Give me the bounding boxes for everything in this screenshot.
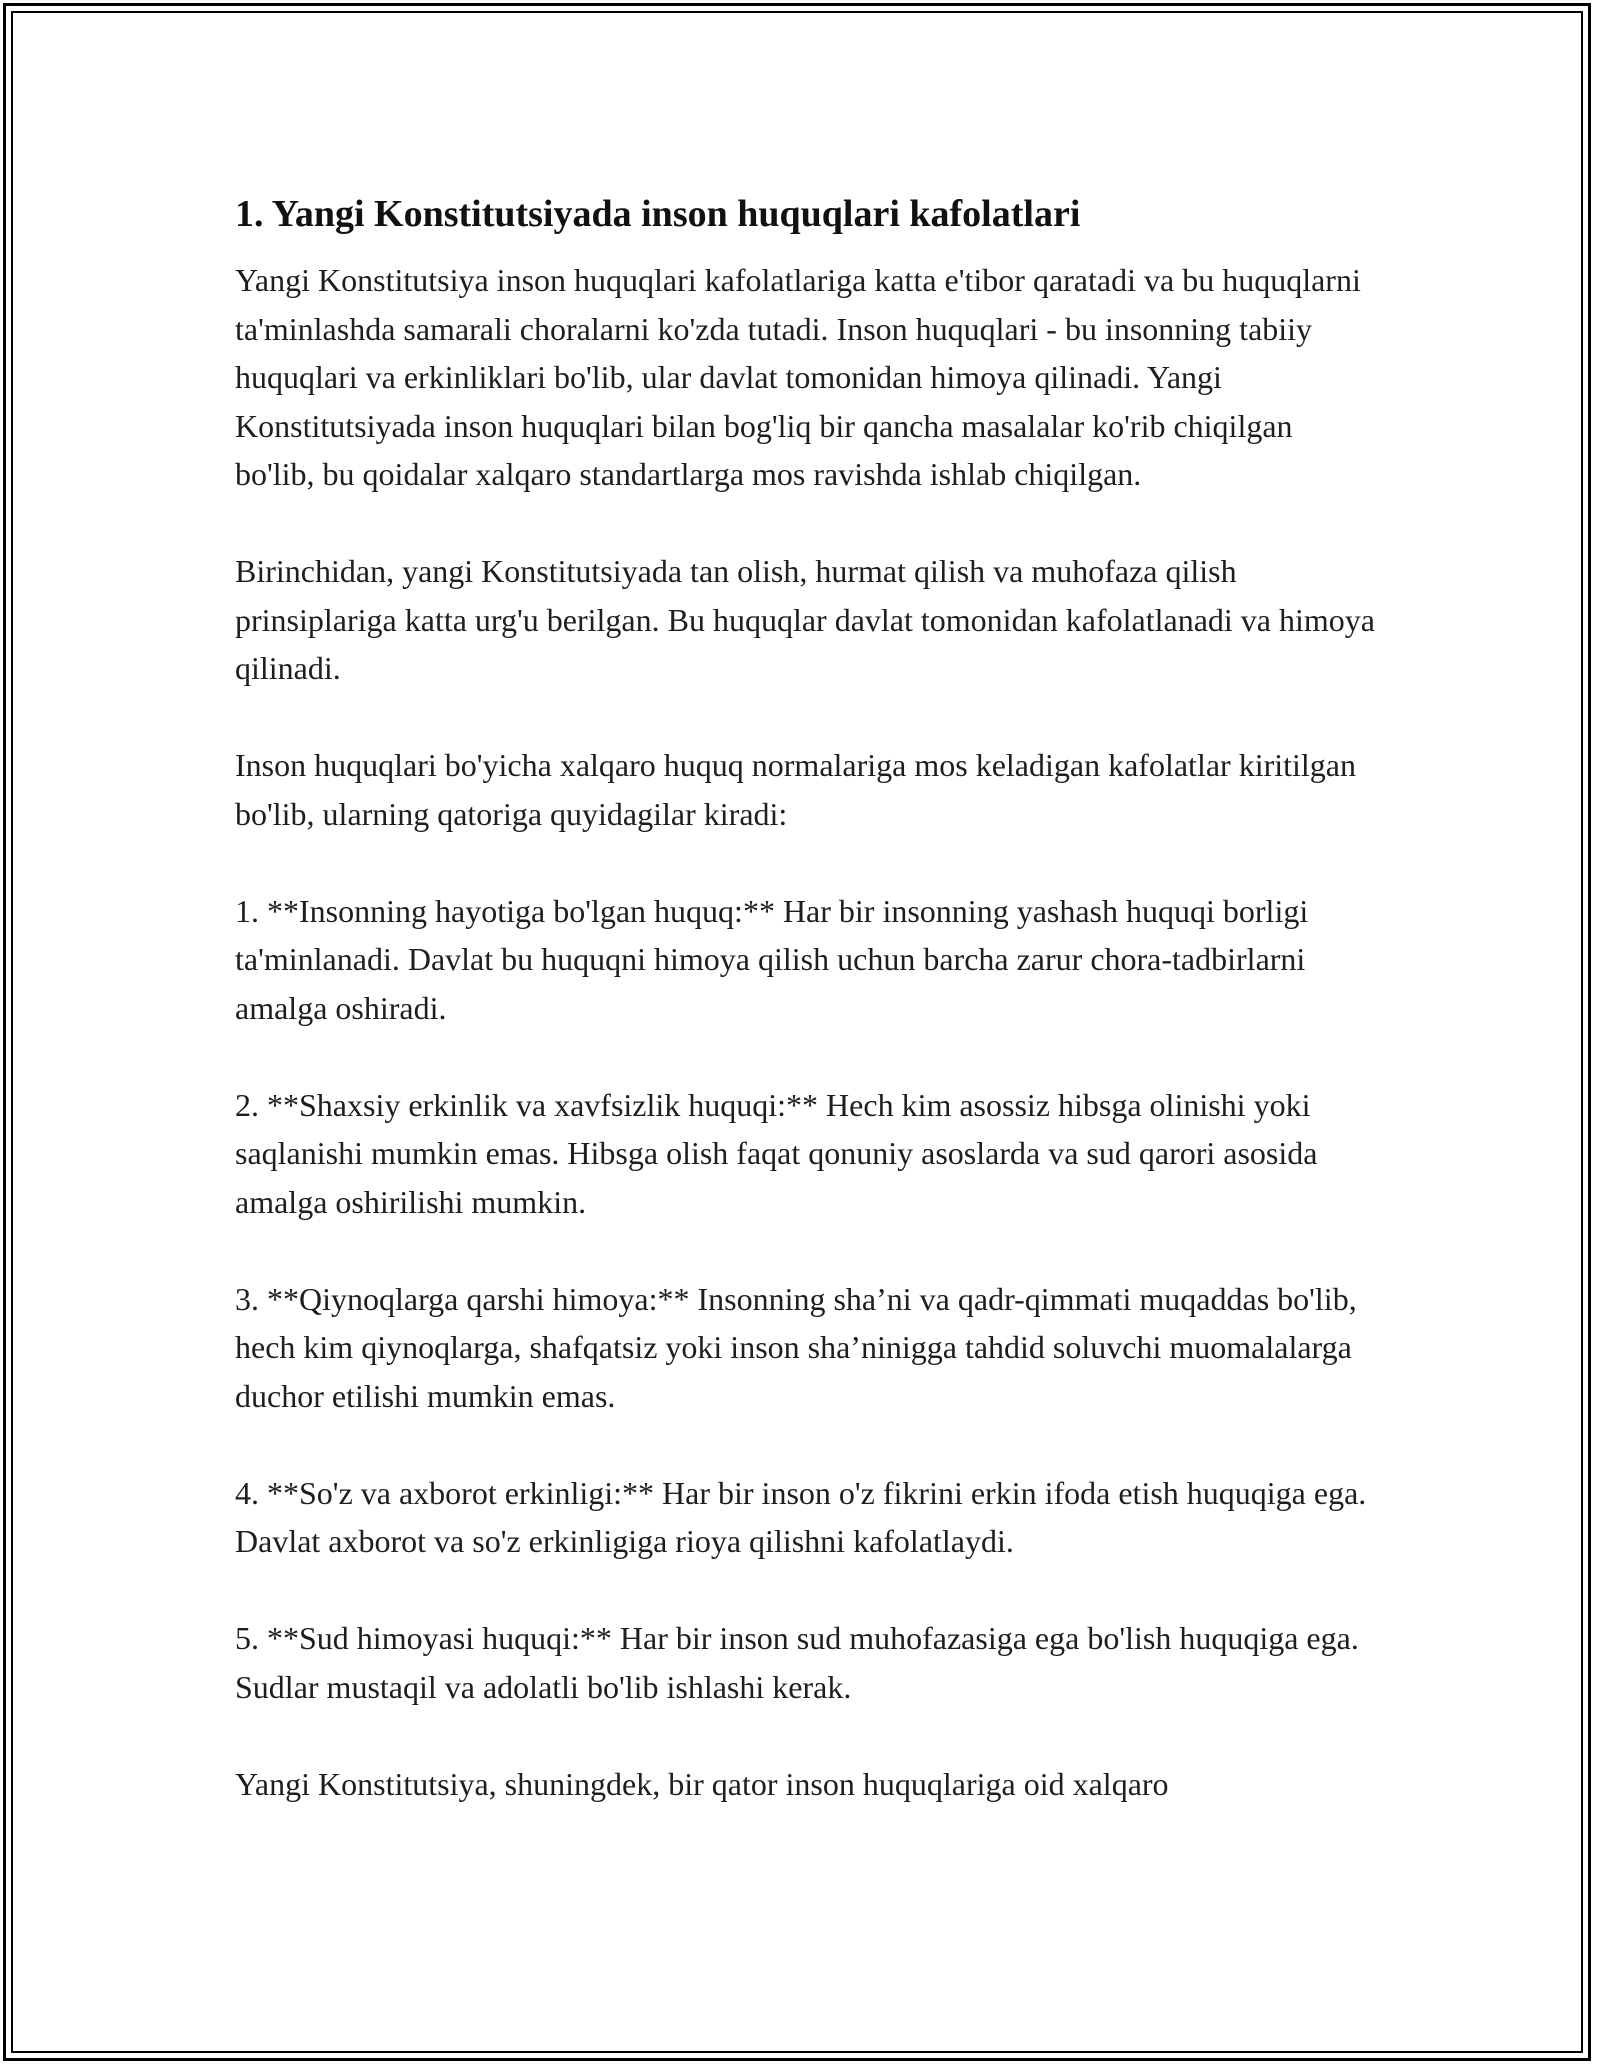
- list-item-torture-protection: 3. **Qiynoqlarga qarshi himoya:** Insonning sha’ni va qadr-qimmati muqaddas bo'lib, hech kim qiynoqlarga, shafqatsiz yoki inson sha’ninigga tahdid soluvchi muomalalarga duchor etilishi mumkin emas.: [235, 1280, 1357, 1414]
- list-item-right-to-life: 1. **Insonning hayotiga bo'lgan huquq:** Har bir insonning yashash huquqi borligi ta'minlanadi. Davlat bu huquqni himoya qilish uchun barcha zarur chora-tadbirlarni amalga oshiradi.: [235, 892, 1309, 1026]
- document-body: [235, 190, 1375, 1857]
- paragraph-intro: Yangi Konstitutsiya inson huquqlari kafolatlariga katta e'tibor qaratadi va bu huquqlarni ta'minlashda samarali choralarni ko'zda tutadi. Inson huquqlari - bu insonning tabiiy huquqlari va erkinliklari bo'lib, ular davlat tomonidan himoya qilinadi. Yangi Konstitutsiyada inson huquqlari bilan bog'liq bir qancha masalalar ko'rib chiqilgan bo'lib, bu qoidalar xalqaro standartlarga mos ravishda ishlab chiqilgan.: [235, 262, 1361, 492]
- document-title: 1. Yangi Konstitutsiyada inson huquqlari kafolatlari: [235, 193, 1081, 235]
- paragraph-guarantees-intro: Inson huquqlari bo'yicha xalqaro huquq normalariga mos keladigan kafolatlar kiritilgan bo'lib, ularning qatoriga quyidagilar kiradi:: [235, 747, 1356, 832]
- list-item-speech-freedom: 4. **So'z va axborot erkinligi:** Har bir inson o'z fikrini erkin ifoda etish huquqiga ega. Davlat axborot va so'z erkinligiga rioya qilishni kafolatlaydi.: [235, 1474, 1367, 1559]
- list-item-liberty-security: 2. **Shaxsiy erkinlik va xavfsizlik huquqi:** Hech kim asossiz hibsga olinishi yoki saqlanishi mumkin emas. Hibsga olish faqat qonuniy asoslarda va sud qarori asosida amalga oshirilishi mumkin.: [235, 1086, 1318, 1220]
- paragraph-closing: Yangi Konstitutsiya, shuningdek, bir qator inson huquqlariga oid xalqaro: [235, 1765, 1169, 1802]
- paragraph-first-point: Birinchidan, yangi Konstitutsiyada tan olish, hurmat qilish va muhofaza qilish prinsiplariga katta urg'u berilgan. Bu huquqlar davlat tomonidan kafolatlanadi va himoya qilinadi.: [235, 553, 1375, 686]
- list-item-judicial-protection: 5. **Sud himoyasi huquqi:** Har bir inson sud muhofazasiga ega bo'lish huquqiga ega. Sudlar mustaqil va adolatli bo'lib ishlashi kerak.: [235, 1620, 1359, 1705]
